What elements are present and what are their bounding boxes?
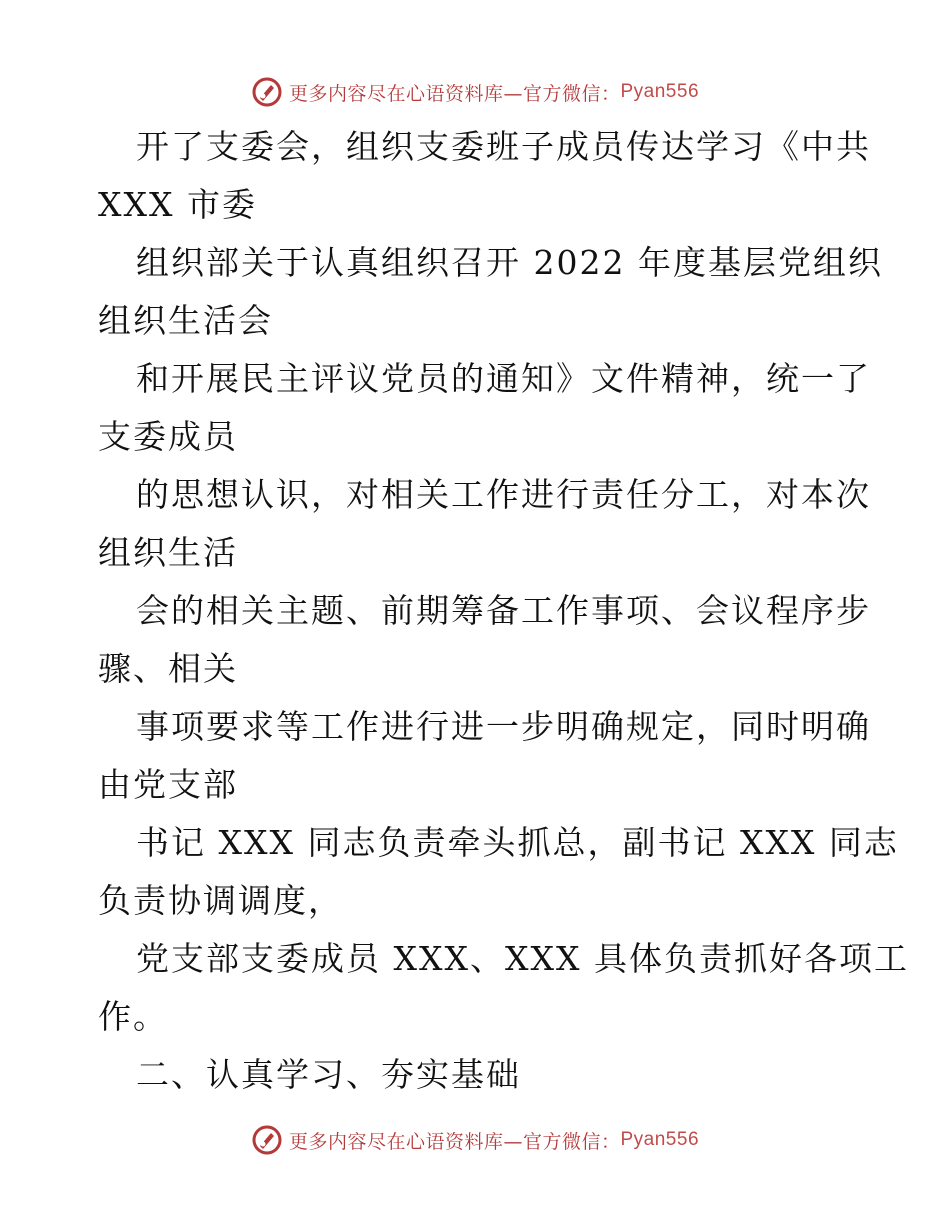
text-line: 事项要求等工作进行进一步明确规定，同时明确 xyxy=(136,707,871,746)
text-line: 的思想认识，对相关工作进行责任分工，对本次 xyxy=(136,475,871,514)
text-line: 组织生活 xyxy=(98,533,238,572)
text-line: 党支部支委成员 XXX、XXX 具体负责抓好各项工 xyxy=(136,939,909,978)
text-line: 和开展民主评议党员的通知》文件精神，统一了 xyxy=(136,359,871,398)
text-line: 会的相关主题、前期筹备工作事项、会议程序步 xyxy=(136,591,871,630)
text-line: XXX 市委 xyxy=(98,185,257,224)
text-line: 负责协调调度， xyxy=(98,881,343,920)
text-line: 由党支部 xyxy=(98,765,238,804)
text-line: 开了支委会，组织支委班子成员传达学习《中共 xyxy=(136,127,871,166)
text-line: 骤、相关 xyxy=(98,649,238,688)
text-line: 作。 xyxy=(98,997,168,1036)
text-line: 书记 XXX 同志负责牵头抓总，副书记 XXX 同志 xyxy=(136,823,899,862)
footer-watermark xyxy=(0,1120,950,1160)
watermark-id: Pyan556 xyxy=(620,1129,700,1150)
header-watermark xyxy=(0,72,950,112)
pen-swirl-logo-icon xyxy=(251,76,283,108)
document-body xyxy=(98,118,909,1104)
watermark-id: Pyan556 xyxy=(620,81,700,102)
section-heading: 二、认真学习、夯实基础 xyxy=(136,1055,521,1094)
text-line: 支委成员 xyxy=(98,417,238,456)
watermark-text: 更多内容尽在心语资料库—官方微信： xyxy=(288,1130,621,1153)
watermark-text: 更多内容尽在心语资料库—官方微信： xyxy=(288,82,621,105)
pen-swirl-logo-icon xyxy=(251,1124,283,1156)
text-line: 组织生活会 xyxy=(98,301,273,340)
text-line: 组织部关于认真组织召开 2022 年度基层党组织 xyxy=(136,243,883,282)
